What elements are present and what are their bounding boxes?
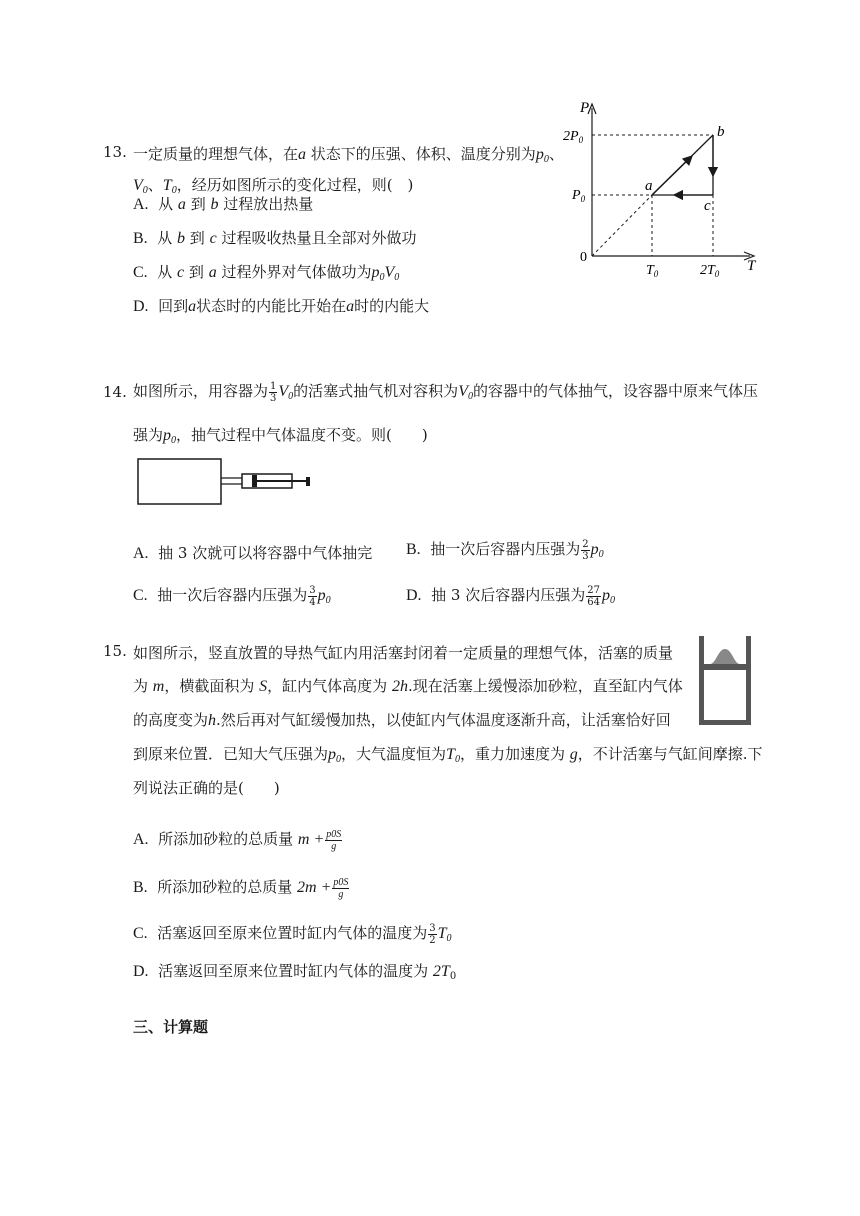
option-b: B. 抽一次后容器内压强为 $\frac{2}{3}$ $p_0$ bbox=[406, 538, 604, 562]
x-tick-2t0: $2T_0$ bbox=[700, 263, 720, 278]
y-axis-label: P bbox=[580, 100, 590, 116]
question-stem-line-1: 如图所示，用容器为 $\frac{1}{3}$ $V_0$的活塞式抽气机对容积为$V_0$的容器中的气体抽气，设容器中原来气体压 bbox=[133, 380, 758, 404]
option-d: D. 回到a状态时的内能比开始在a时的内能大 bbox=[133, 297, 430, 315]
container bbox=[138, 459, 221, 504]
question-number: 13. bbox=[103, 143, 127, 161]
option-c: C. 抽一次后容器内压强为 $\frac{3}{4}$ $p_0$ bbox=[133, 584, 331, 608]
var-p0: $p_0$ bbox=[535, 146, 549, 165]
question-stem-line-1: 如图所示，竖直放置的导热气缸内用活塞封闭着一定质量的理想气体，活塞的质量 bbox=[133, 644, 674, 662]
question-number: 14. bbox=[103, 383, 127, 401]
x-axis-label: T bbox=[747, 258, 756, 274]
x-tick-t0: $T_0$ bbox=[646, 263, 659, 278]
pump-piston bbox=[252, 475, 257, 487]
option-b: B. 所添加砂粒的总质量 2m + $\frac{p0S}{g}$ bbox=[133, 876, 349, 900]
question-stem-line-2: $V_0$、$T_0$，经历如图所示的变化过程，则( ) bbox=[133, 176, 414, 196]
cylinder-left-wall bbox=[699, 636, 704, 725]
question-stem-line-5: 列说法正确的是( ) bbox=[133, 779, 280, 797]
point-c-label: c bbox=[704, 198, 711, 214]
question-stem-line-2: 强为$p_0$，抽气过程中气体温度不变。则( ) bbox=[133, 426, 428, 446]
cylinder-diagram bbox=[696, 633, 756, 728]
option-d: D. 活塞返回至原来位置时缸内气体的温度为 $2T_0$ bbox=[133, 962, 457, 982]
piston bbox=[704, 664, 746, 670]
sand-pile bbox=[710, 649, 740, 664]
y-tick-2p0: $2P_0$ bbox=[563, 129, 584, 145]
section-title: 三、计算题 bbox=[133, 1018, 209, 1036]
option-a: A. 从 a 到 b 过程放出热量 bbox=[133, 195, 314, 213]
origin-label: 0 bbox=[580, 250, 587, 265]
question-stem-line-4: 到原来位置．已知大气压强为$p_0$，大气温度恒为$T_0$，重力加速度为 g，不计活塞与气缸间摩擦.下 bbox=[133, 745, 763, 765]
question-stem-line-3: 的高度变为h.然后再对气缸缓慢加热，以使缸内气体温度逐渐升高，让活塞恰好回 bbox=[133, 711, 671, 729]
option-d: D. 抽 3 次后容器内压强为 $\frac{27}{64}$ $p_0$ bbox=[406, 584, 615, 608]
point-a-label: a bbox=[645, 178, 653, 194]
option-b: B. 从 b 到 c 过程吸收热量且全部对外做功 bbox=[133, 229, 417, 247]
var-a: a bbox=[298, 146, 307, 163]
cylinder-right-wall bbox=[746, 636, 751, 725]
y-tick-p0: $P_0$ bbox=[572, 188, 586, 204]
question-stem-line-1: 一定质量的理想气体，在a 状态下的压强、体积、温度分别为$p_0$、 bbox=[133, 145, 564, 165]
option-c: C. 从 c 到 a 过程外界对气体做功为$p_0V_0$ bbox=[133, 263, 400, 283]
pt-diagram bbox=[560, 98, 760, 278]
point-b-label: b bbox=[717, 124, 725, 140]
option-c: C. 活塞返回至原来位置时缸内气体的温度为 $\frac{3}{2}$ $T_0$ bbox=[133, 922, 452, 946]
question-stem-line-2: 为 m，横截面积为 S，缸内气体高度为 2h.现在活塞上缓慢添加砂粒，直至缸内气体 bbox=[133, 677, 683, 695]
var-T0: $T_0$ bbox=[162, 177, 177, 196]
option-a: A. 所添加砂粒的总质量 m + $\frac{p0S}{g}$ bbox=[133, 828, 342, 852]
var-V0: $V_0$ bbox=[133, 177, 148, 196]
question-number: 15. bbox=[103, 642, 127, 660]
option-a: A. 抽 3 次就可以将容器中气体抽完 bbox=[133, 544, 373, 562]
vacuum-pump-diagram bbox=[134, 456, 324, 508]
cylinder-bottom bbox=[699, 720, 751, 725]
